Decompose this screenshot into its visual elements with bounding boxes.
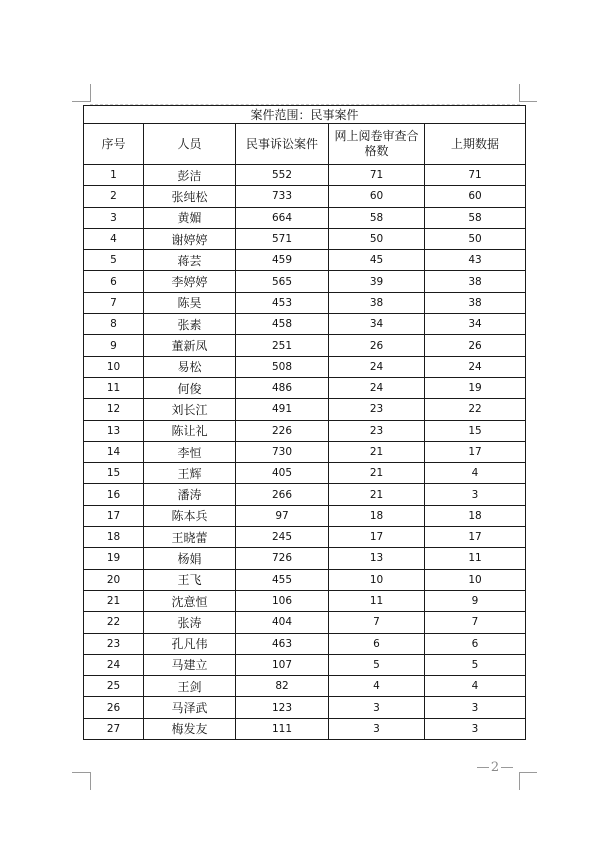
person-name-cell: 李恒 [144, 441, 236, 462]
page-number-dash-left [477, 767, 489, 768]
crop-mark-top-right-h [519, 101, 537, 102]
online-review-count-cell: 3 [329, 718, 425, 739]
row-index-cell: 22 [84, 612, 144, 633]
civil-case-count-cell: 552 [236, 165, 329, 186]
case-table [83, 105, 526, 740]
table-row [84, 250, 526, 271]
previous-period-count-cell: 15 [425, 420, 526, 441]
table-title: 案件范围：民事案件 [84, 106, 526, 124]
previous-period-count-cell: 38 [425, 271, 526, 292]
previous-period-count-cell: 19 [425, 377, 526, 398]
table-row [84, 633, 526, 654]
previous-period-count-cell: 9 [425, 590, 526, 611]
column-header: 民事诉讼案件 [236, 124, 329, 165]
previous-period-count-cell: 3 [425, 697, 526, 718]
online-review-count-cell: 23 [329, 399, 425, 420]
person-name-cell: 沈意恒 [144, 590, 236, 611]
previous-period-count-cell: 3 [425, 718, 526, 739]
online-review-count-cell: 5 [329, 654, 425, 675]
row-index-cell: 8 [84, 314, 144, 335]
online-review-count-cell: 24 [329, 356, 425, 377]
online-review-count-cell: 34 [329, 314, 425, 335]
online-review-count-cell: 4 [329, 676, 425, 697]
table-row [84, 612, 526, 633]
table-row [84, 377, 526, 398]
person-name-cell: 王飞 [144, 569, 236, 590]
table-body [84, 165, 526, 740]
person-name-cell: 易松 [144, 356, 236, 377]
row-index-cell: 26 [84, 697, 144, 718]
previous-period-count-cell: 34 [425, 314, 526, 335]
civil-case-count-cell: 459 [236, 250, 329, 271]
previous-period-count-cell: 60 [425, 186, 526, 207]
row-index-cell: 17 [84, 505, 144, 526]
table-row [84, 207, 526, 228]
person-name-cell: 蒋芸 [144, 250, 236, 271]
civil-case-count-cell: 730 [236, 441, 329, 462]
previous-period-count-cell: 38 [425, 292, 526, 313]
online-review-count-cell: 39 [329, 271, 425, 292]
row-index-cell: 5 [84, 250, 144, 271]
row-index-cell: 23 [84, 633, 144, 654]
civil-case-count-cell: 508 [236, 356, 329, 377]
table-row [84, 548, 526, 569]
previous-period-count-cell: 17 [425, 527, 526, 548]
table-row [84, 186, 526, 207]
table-row [84, 228, 526, 249]
civil-case-count-cell: 245 [236, 527, 329, 548]
row-index-cell: 9 [84, 335, 144, 356]
civil-case-count-cell: 405 [236, 463, 329, 484]
online-review-count-cell: 38 [329, 292, 425, 313]
row-index-cell: 14 [84, 441, 144, 462]
civil-case-count-cell: 111 [236, 718, 329, 739]
online-review-count-cell: 13 [329, 548, 425, 569]
person-name-cell: 董新凤 [144, 335, 236, 356]
online-review-count-cell: 60 [329, 186, 425, 207]
previous-period-count-cell: 24 [425, 356, 526, 377]
row-index-cell: 21 [84, 590, 144, 611]
row-index-cell: 15 [84, 463, 144, 484]
person-name-cell: 张涛 [144, 612, 236, 633]
table-row [84, 165, 526, 186]
table-row [84, 590, 526, 611]
row-index-cell: 2 [84, 186, 144, 207]
online-review-count-cell: 3 [329, 697, 425, 718]
table-row [84, 271, 526, 292]
person-name-cell: 杨娟 [144, 548, 236, 569]
person-name-cell: 马建立 [144, 654, 236, 675]
previous-period-count-cell: 18 [425, 505, 526, 526]
page-number-value: 2 [490, 760, 500, 775]
online-review-count-cell: 6 [329, 633, 425, 654]
person-name-cell: 李婷婷 [144, 271, 236, 292]
person-name-cell: 何俊 [144, 377, 236, 398]
civil-case-count-cell: 226 [236, 420, 329, 441]
previous-period-count-cell: 71 [425, 165, 526, 186]
person-name-cell: 孔凡伟 [144, 633, 236, 654]
civil-case-count-cell: 266 [236, 484, 329, 505]
row-index-cell: 25 [84, 676, 144, 697]
previous-period-count-cell: 3 [425, 484, 526, 505]
civil-case-count-cell: 107 [236, 654, 329, 675]
civil-case-count-cell: 97 [236, 505, 329, 526]
civil-case-count-cell: 726 [236, 548, 329, 569]
person-name-cell: 张纯松 [144, 186, 236, 207]
person-name-cell: 刘长江 [144, 399, 236, 420]
row-index-cell: 24 [84, 654, 144, 675]
civil-case-count-cell: 463 [236, 633, 329, 654]
column-header: 序号 [84, 124, 144, 165]
previous-period-count-cell: 11 [425, 548, 526, 569]
person-name-cell: 张素 [144, 314, 236, 335]
online-review-count-cell: 21 [329, 463, 425, 484]
previous-period-count-cell: 5 [425, 654, 526, 675]
crop-mark-bottom-right-h [519, 772, 537, 773]
online-review-count-cell: 45 [329, 250, 425, 271]
table-row [84, 697, 526, 718]
previous-period-count-cell: 10 [425, 569, 526, 590]
row-index-cell: 1 [84, 165, 144, 186]
online-review-count-cell: 71 [329, 165, 425, 186]
table-row [84, 335, 526, 356]
row-index-cell: 13 [84, 420, 144, 441]
civil-case-count-cell: 453 [236, 292, 329, 313]
person-name-cell: 黄媚 [144, 207, 236, 228]
crop-mark-bottom-left [90, 772, 91, 790]
crop-mark-bottom-left-h [72, 772, 90, 773]
person-name-cell: 梅发友 [144, 718, 236, 739]
table-row [84, 527, 526, 548]
online-review-count-cell: 18 [329, 505, 425, 526]
row-index-cell: 20 [84, 569, 144, 590]
online-review-count-cell: 21 [329, 484, 425, 505]
online-review-count-cell: 7 [329, 612, 425, 633]
civil-case-count-cell: 251 [236, 335, 329, 356]
table-row [84, 676, 526, 697]
previous-period-count-cell: 22 [425, 399, 526, 420]
online-review-count-cell: 50 [329, 228, 425, 249]
person-name-cell: 陈让礼 [144, 420, 236, 441]
row-index-cell: 18 [84, 527, 144, 548]
row-index-cell: 6 [84, 271, 144, 292]
person-name-cell: 谢婷婷 [144, 228, 236, 249]
online-review-count-cell: 10 [329, 569, 425, 590]
crop-mark-top-left [90, 84, 91, 102]
crop-mark-top-right [519, 84, 520, 102]
civil-case-count-cell: 123 [236, 697, 329, 718]
page-number-dash-right [501, 767, 513, 768]
person-name-cell: 彭洁 [144, 165, 236, 186]
online-review-count-cell: 24 [329, 377, 425, 398]
person-name-cell: 王辉 [144, 463, 236, 484]
column-header: 网上阅卷审查合格数 [329, 124, 425, 165]
online-review-count-cell: 21 [329, 441, 425, 462]
row-index-cell: 10 [84, 356, 144, 377]
row-index-cell: 11 [84, 377, 144, 398]
table-row [84, 484, 526, 505]
previous-period-count-cell: 17 [425, 441, 526, 462]
online-review-count-cell: 26 [329, 335, 425, 356]
row-index-cell: 12 [84, 399, 144, 420]
row-index-cell: 27 [84, 718, 144, 739]
previous-period-count-cell: 43 [425, 250, 526, 271]
online-review-count-cell: 58 [329, 207, 425, 228]
row-index-cell: 3 [84, 207, 144, 228]
civil-case-count-cell: 106 [236, 590, 329, 611]
table-row [84, 420, 526, 441]
table-row [84, 505, 526, 526]
person-name-cell: 陈本兵 [144, 505, 236, 526]
previous-period-count-cell: 26 [425, 335, 526, 356]
civil-case-count-cell: 82 [236, 676, 329, 697]
table-row [84, 718, 526, 739]
table-row [84, 463, 526, 484]
civil-case-count-cell: 571 [236, 228, 329, 249]
column-header: 上期数据 [425, 124, 526, 165]
online-review-count-cell: 23 [329, 420, 425, 441]
civil-case-count-cell: 491 [236, 399, 329, 420]
person-name-cell: 王晓蕾 [144, 527, 236, 548]
previous-period-count-cell: 4 [425, 463, 526, 484]
table-header-row [84, 124, 526, 165]
previous-period-count-cell: 58 [425, 207, 526, 228]
online-review-count-cell: 17 [329, 527, 425, 548]
person-name-cell: 王剑 [144, 676, 236, 697]
civil-case-count-cell: 565 [236, 271, 329, 292]
crop-mark-top-left-h [72, 101, 90, 102]
previous-period-count-cell: 50 [425, 228, 526, 249]
previous-period-count-cell: 6 [425, 633, 526, 654]
civil-case-count-cell: 733 [236, 186, 329, 207]
table-row [84, 356, 526, 377]
previous-period-count-cell: 4 [425, 676, 526, 697]
table-row [84, 569, 526, 590]
person-name-cell: 潘涛 [144, 484, 236, 505]
civil-case-count-cell: 404 [236, 612, 329, 633]
table-row [84, 292, 526, 313]
previous-period-count-cell: 7 [425, 612, 526, 633]
person-name-cell: 马泽武 [144, 697, 236, 718]
table-row [84, 441, 526, 462]
row-index-cell: 7 [84, 292, 144, 313]
page-number [470, 760, 520, 776]
row-index-cell: 4 [84, 228, 144, 249]
row-index-cell: 19 [84, 548, 144, 569]
civil-case-count-cell: 664 [236, 207, 329, 228]
civil-case-count-cell: 455 [236, 569, 329, 590]
table-row [84, 399, 526, 420]
table-row [84, 314, 526, 335]
row-index-cell: 16 [84, 484, 144, 505]
table-row [84, 654, 526, 675]
civil-case-count-cell: 458 [236, 314, 329, 335]
column-header: 人员 [144, 124, 236, 165]
civil-case-count-cell: 486 [236, 377, 329, 398]
online-review-count-cell: 11 [329, 590, 425, 611]
person-name-cell: 陈昊 [144, 292, 236, 313]
